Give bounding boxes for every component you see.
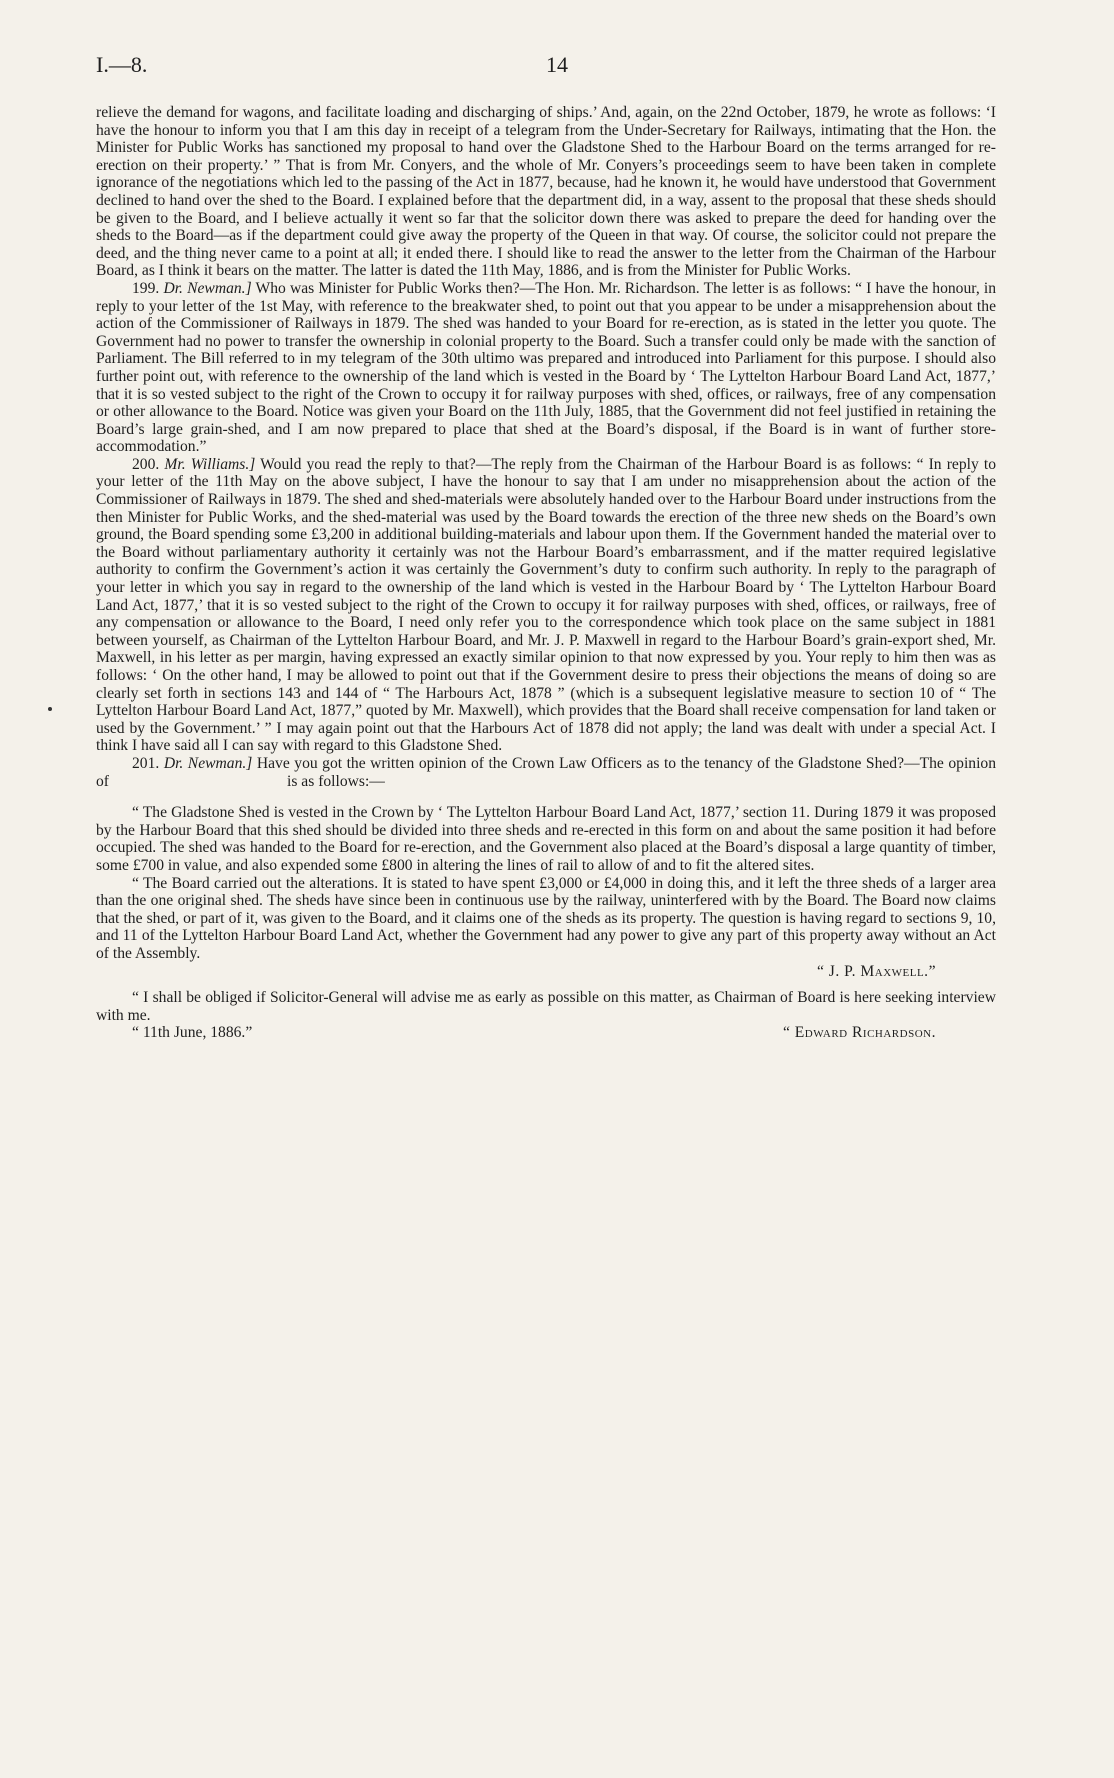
letter-date: “ 11th June, 1886.” [132, 1024, 253, 1042]
speaker: Dr. Newman.] [163, 279, 252, 297]
quoted-opinion-paragraph-2: “ The Board carried out the alterations. It is stated to have spent £3,000 or £4,000 in doing this, and it left the three sheds of a larger area than the one original shed. The sheds have since been in continuous use by the railway, uninterfered with by the Board. The Board now claims that the shed, or part of it, was given to the Board, and it claims one of the sheds as its property. The question is having regard to sections 9, 10, and 11 of the Lyttelton Harbour Board Land Act, whether the Government had any power to give any part of this property away without an Act of the Assembly. [96, 874, 996, 962]
quoted-request: “ I shall be obliged if Solicitor-General will advise me as early as possible on this matter, as Chairman of Board is here seeking interview with me. [96, 989, 996, 1024]
document-reference: I.—8. [96, 52, 148, 77]
question-200 [96, 456, 996, 755]
page-number: 14 [546, 52, 568, 77]
quoted-opinion-paragraph-1: “ The Gladstone Shed is vested in the Crown by ‘ The Lyttelton Harbour Board Land Act, 1877,’ section 11. During 1879 it was proposed by the Harbour Board that this shed should be divided into three sheds and re-erected in this form on and about the same position it had before occupied. The shed was handed to the Board for re-erection, and the Government also placed at the Board’s disposal a large quantity of timber, some £700 in value, and also expended some £800 in altering the lines of rail to allow of and to fit the altered sites. [96, 804, 996, 874]
speaker: Dr. Newman.] [163, 754, 253, 772]
question-text-part-b: is as follows:— [287, 772, 385, 790]
question-text: Who was Minister for Public Works then?—The Hon. Mr. Richardson. The letter is as follows: “ I have the honour, in reply to your letter of the 1st May, with reference to the breakwater shed, to point out that you appear to be under a misapprehension about the action of the Commissioner of Railways in 1879. The shed was handed to your Board for re-erection, as is stated in the letter you quote. The Government had no power to transfer the ownership in colonial property to the Board. Such a transfer could only be made with the sanction of Parliament. The Bill referred to in my telegram of the 30th ultimo was prepared and introduced into Parliament for this purpose. I should also further point out, with reference to the ownership of the land which is vested in the Board by ‘ The Lyttelton Harbour Board Land Act, 1877,’ that it is so vested subject to the right of the Crown to occupy it for railway purposes with shed, offices, or railways, free of any compensation or other allowance to the Board. Notice was given your Board on the 11th July, 1885, that the Government did not feel justified in retaining the Board’s large grain-shed, and I am now prepared to place that shed at the Board’s disposal, if the Board is in want of further store-accommodation.” [96, 279, 996, 456]
margin-mark [48, 707, 52, 711]
signature-richardson: “ Edward Richardson. [782, 1024, 936, 1042]
question-201 [96, 755, 996, 790]
speaker: Mr. Williams.] [164, 455, 256, 473]
question-199 [96, 280, 996, 456]
signature-maxwell: “ J. P. Maxwell.” [816, 962, 936, 980]
page-header [96, 52, 1018, 86]
closing-row [96, 1024, 996, 1042]
question-number: 201. [132, 754, 160, 772]
paragraph-continuation: relieve the demand for wagons, and facilitate loading and discharging of ships.’ And, again, on the 22nd October, 1879, he wrote as follows: ‘I have the honour to inform you that I am this day in receipt of a telegram from the Under-Secretary for Railways, intimating that the Hon. the Minister for Public Works has sanctioned my proposal to hand over the Gladstone Shed to the Harbour Board on the terms arranged for re-erection on their property.’ ” That is from Mr. Conyers, and the whole of Mr. Conyers’s proceedings seem to have been taken in complete ignorance of the negotiations which led to the passing of the Act in 1877, because, had he known it, he would have understood that Government declined to hand over the shed to the Board. I explained before that the department did, in a way, assent to the proposal that these sheds should be given to the Board, and I believe actually it went so far that the solicitor down there was asked to prepare the deed for handing over the sheds to the Board—as if the department could give away the property of the Queen in that way. Of course, the solicitor could not prepare the deed, and the thing never came to a point at all; it ended there. I should like to read the answer to the letter from the Chairman of the Harbour Board, as I think it bears on the matter. The latter is dated the 11th May, 1886, and is from the Minister for Public Works. [96, 104, 996, 280]
body-text [96, 104, 996, 1042]
question-text: Would you read the reply to that?—The reply from the Chairman of the Harbour Board is as follows: “ In reply to your letter of the 11th May on the above subject, I have the honour to say that I am under no misapprehension about the action of the Commissioner of Railways in 1879. The shed and shed-materials were absolutely handed over to the Harbour Board under instructions from the then Minister for Public Works, and the shed-material was used by the Board towards the erection of the three new sheds on the Board’s own ground, the Board spending some £3,200 in additional building-materials and labour upon them. If the Government handed the material over to the Board without parliamentary authority it certainly was not the Harbour Board’s embarrassment, and if the matter required legislative authority to confirm the Government’s action it was certainly the Government’s duty to confirm such authority. In reply to the paragraph of your letter in which you say in regard to the ownership of the land which is vested in the Harbour Board by ‘ The Lyttelton Harbour Board Land Act, 1877,’ that it is so vested subject to the right of the Crown to occupy it for railway purposes with shed, offices, or railways, free of any compensation or allowance to the Board, I need only refer you to the correspondence which took place on the same subject in 1881 between yourself, as Chairman of the Lyttelton Harbour Board, and Mr. J. P. Maxwell in regard to the Harbour Board’s grain-export shed, Mr. Maxwell, in his letter as per margin, having expressed an exactly similar opinion to that now expressed by you. Your reply to him then was as follows: ‘ On the other hand, I may be allowed to point out that if the Government desire to press their objections the means of doing so are clearly set forth in sections 143 and 144 of “ The Harbours Act, 1878 ” (which is a subsequent legislative measure to section 10 of “ The Lyttelton Harbour Board Land Act, 1877,” quoted by Mr. Maxwell), which provides that the Board shall receive compensation for land taken or used by the Government.’ ” I may again point out that the Harbours Act of 1878 did not apply; the land was dealt with under a special Act. I think I have said all I can say with regard to this Gladstone Shed. [96, 455, 996, 755]
question-text-part-a: Have you got the written opinion of the Crown Law Officers as to the tenancy of the Gladstone Shed?—The opinion of [96, 754, 996, 790]
question-number: 199. [132, 279, 160, 297]
question-number: 200. [132, 455, 160, 473]
